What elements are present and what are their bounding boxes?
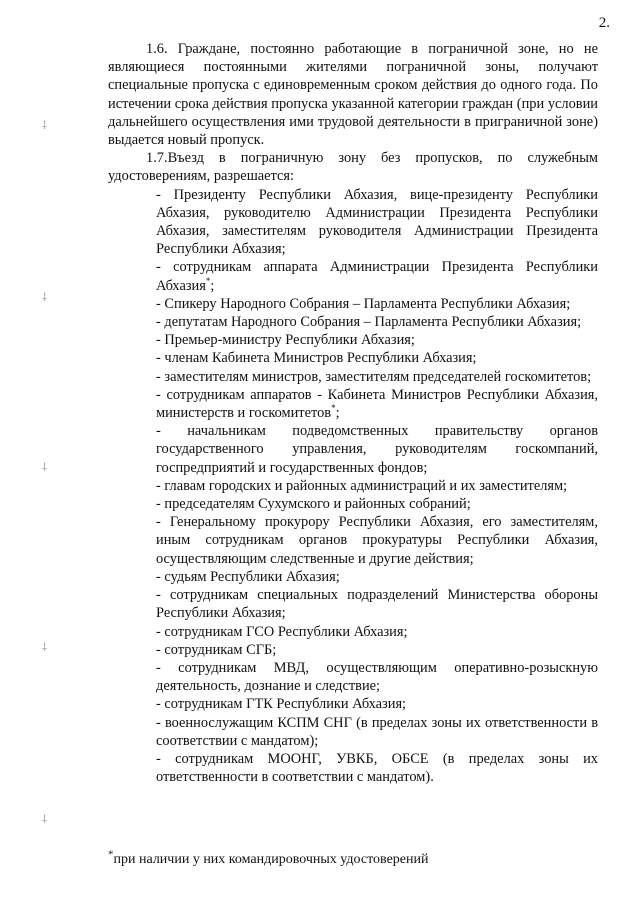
list-item: - членам Кабинета Министров Республики Абхазия; — [156, 350, 477, 367]
scan-mark-icon: ⸸ — [42, 641, 48, 654]
list-item: - сотрудникам СГБ; — [156, 641, 277, 658]
paragraph-1-6: 1.6. Граждане, постоянно работающие в пограничной зоне, но не являющиеся постоянными жителями пограничной зоны, получают специальные пропуска с единовременным сроком действия до одного года. По истечении срока действия пропуска указанной категории граждан (при условии дальнейшего осуществления ими трудовой деятельности в приграничной зоне) выдается новый пропуск. — [108, 41, 598, 149]
permitted-persons-list — [156, 186, 598, 787]
list-item: - Генеральному прокурору Республики Абхазия, его заместителям, иным сотрудникам органов прокуратуры Республики Абхазия, осуществляющим следственные и другие действия; — [156, 514, 598, 567]
list-item: - Президенту Республики Абхазия, вице-президенту Республики Абхазия, руководителю Администрации Президента Республики Абхазия, заместителям руководителя Администрации Президента Республики Абхазия; — [156, 186, 598, 258]
list-item: - Спикеру Народного Собрания – Парламента Республики Абхазия; — [156, 295, 571, 312]
scan-mark-icon: ⸸ — [42, 461, 48, 474]
list-item: - начальникам подведомственных правительству органов государственного управления, руководителям госкомпаний, госпредприятий и государственных фондов; — [156, 423, 598, 476]
list-item: - сотрудникам МВД, осуществляющим оперативно-розыскную деятельность, дознание и следствие; — [156, 659, 598, 695]
footnote-reference: * — [331, 403, 336, 414]
footnote-text: при наличии у них командировочных удостоверений — [113, 852, 429, 867]
scan-mark-icon: ⸸ — [42, 291, 48, 304]
list-item: - депутатам Народного Собрания – Парламента Республики Абхазия; — [156, 314, 582, 331]
footnote-mark: * — [108, 848, 114, 861]
list-item: - сотрудникам аппаратов - Кабинета Министров Республики Абхазия, министерств и госкомитетов*; — [156, 386, 598, 422]
footnote-reference: * — [205, 275, 211, 286]
list-item: - председателям Сухумского и районных собраний; — [156, 496, 471, 513]
list-item: - Премьер-министру Республики Абхазия; — [156, 332, 415, 349]
list-item: - сотрудникам аппарата Администрации Президента Республики Абхазия*; — [156, 259, 598, 294]
scan-mark-icon: ⸸ — [42, 813, 48, 826]
footnote — [108, 848, 429, 869]
list-item: - заместителям министров, заместителям председателей госкомитетов; — [156, 368, 592, 385]
page-number: 2. — [598, 15, 610, 31]
list-item: - сотрудникам специальных подразделений Министерства обороны Республики Абхазия; — [156, 587, 598, 622]
document-body — [108, 40, 598, 786]
scan-mark-icon: ⸸ — [42, 119, 48, 132]
list-item: - военнослужащим КСПМ СНГ (в пределах зоны их ответственности в соответствии с мандатом); — [156, 714, 598, 749]
paragraph-1-7: 1.7.Въезд в пограничную зону без пропусков, по служебным удостоверениям, разрешается: — [108, 150, 598, 185]
list-item: - судьям Республики Абхазия; — [156, 568, 340, 585]
list-item: - сотрудникам МООНГ, УВКБ, ОБСЕ (в пределах зоны их ответственности в соответствии с мандатом). — [156, 750, 598, 786]
list-item: - главам городских и районных администраций и их заместителям; — [156, 477, 568, 494]
list-item: - сотрудникам ГСО Республики Абхазия; — [156, 623, 408, 640]
list-item: - сотрудникам ГТК Республики Абхазия; — [156, 696, 407, 713]
